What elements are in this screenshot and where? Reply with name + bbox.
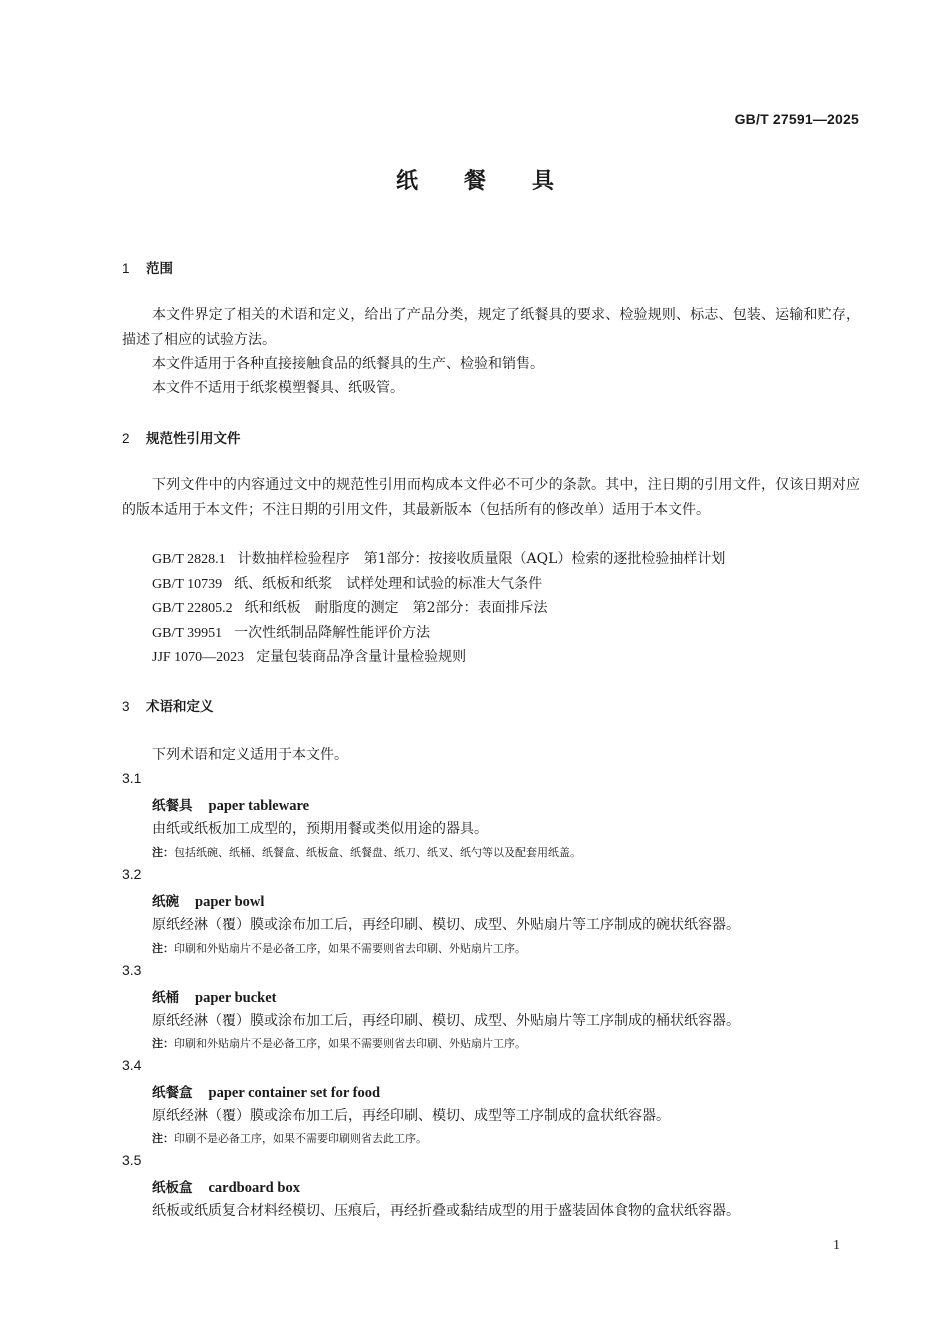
- reference-item: [152, 573, 542, 593]
- reference-title: 定量包装商品净含量计量检验规则: [256, 649, 467, 665]
- section-title: 术语和定义: [146, 699, 214, 715]
- term-definition: 原纸经淋（覆）膜或涂布加工后，再经印刷、模切、成型等工序制成的盒状纸容器。: [152, 1108, 670, 1124]
- reference-code: GB/T 22805.2: [152, 601, 233, 616]
- term-note: [152, 940, 526, 956]
- note-text: 印刷和外贴扇片不是必备工序，如果不需要则省去印刷、外贴扇片工序。: [174, 942, 526, 955]
- note-label: 注：: [152, 1132, 174, 1145]
- section-number: 2: [122, 431, 130, 446]
- document-title: [0, 164, 950, 195]
- term-zh: 纸板盒: [152, 1180, 193, 1196]
- clause-number: 3.5: [122, 1152, 142, 1168]
- term-note: [152, 844, 581, 860]
- reference-title: 一次性纸制品降解性能评价方法: [234, 625, 431, 641]
- term-heading: [152, 794, 309, 815]
- term-heading: [152, 1176, 300, 1197]
- paragraph: 下列文件中的内容通过文中的规范性引用而构成本文件必不可少的条款。其中，注日期的引用文件，仅该日期对应的版本适用于本文件；不注日期的引用文件，其最新版本（包括所有的修改单）适用于本文件。: [122, 477, 860, 518]
- term-en: paper container set for food: [208, 1085, 381, 1101]
- title-char: 具: [532, 169, 555, 194]
- paragraph: 本文件不适用于纸浆模塑餐具、纸吸管。: [152, 380, 404, 396]
- term-definition: 由纸或纸板加工成型的，预期用餐或类似用途的器具。: [152, 821, 488, 837]
- term-heading: [152, 1081, 380, 1102]
- section-heading-terms-definitions: [122, 695, 214, 715]
- note-text: 印刷和外贴扇片不是必备工序，如果不需要则省去印刷、外贴扇片工序。: [174, 1037, 526, 1050]
- clause-number: 3.4: [122, 1057, 142, 1073]
- note-text: 印刷不是必备工序，如果不需要印刷则省去此工序。: [174, 1132, 427, 1145]
- term-en: paper bucket: [195, 990, 277, 1006]
- term-en: paper tableware: [208, 798, 310, 814]
- term-zh: 纸碗: [152, 894, 179, 910]
- section-title: 规范性引用文件: [146, 431, 241, 447]
- clause-number: 3.2: [122, 866, 142, 882]
- term-definition: 纸板或纸质复合材料经模切、压痕后，再经折叠或黏结成型的用于盛装固体食物的盒状纸容器。: [152, 1203, 740, 1219]
- page-number: 1: [833, 1238, 840, 1253]
- term-zh: 纸餐具: [152, 798, 193, 814]
- reference-title: 计数抽样检验程序 第1部分：按接收质量限（AQL）检索的逐批检验抽样计划: [237, 551, 726, 567]
- term-en: paper bowl: [195, 894, 265, 910]
- standard-code: GB/T 27591—2025: [734, 111, 859, 127]
- section-number: 3: [122, 699, 130, 714]
- term-note: [152, 1130, 427, 1146]
- title-char: 纸: [395, 169, 418, 194]
- term-zh: 纸桶: [152, 990, 179, 1006]
- term-heading: [152, 986, 277, 1007]
- reference-code: GB/T 10739: [152, 577, 223, 592]
- reference-code: JJF 1070—2023: [152, 650, 245, 665]
- note-label: 注：: [152, 846, 174, 859]
- reference-code: GB/T 39951: [152, 626, 223, 641]
- section-number: 1: [122, 261, 130, 276]
- section-title: 范围: [146, 261, 173, 277]
- note-label: 注：: [152, 1037, 174, 1050]
- clause-number: 3.3: [122, 962, 142, 978]
- paragraph: 本文件界定了相关的术语和定义，给出了产品分类，规定了纸餐具的要求、检验规则、标志、包装、运输和贮存，描述了相应的试验方法。: [122, 307, 860, 348]
- note-text: 包括纸碗、纸桶、纸餐盒、纸板盒、纸餐盘、纸刀、纸叉、纸勺等以及配套用纸盖。: [174, 846, 581, 859]
- section-heading-scope: [122, 257, 173, 277]
- term-definition: 原纸经淋（覆）膜或涂布加工后，再经印刷、模切、成型、外贴扇片等工序制成的桶状纸容器。: [152, 1013, 740, 1029]
- paragraph: 本文件适用于各种直接接触食品的纸餐具的生产、检验和销售。: [152, 356, 544, 372]
- reference-item: [152, 597, 548, 617]
- clause-number: 3.1: [122, 770, 142, 786]
- term-heading: [152, 890, 264, 911]
- term-note: [152, 1035, 526, 1051]
- reference-item: [152, 646, 466, 666]
- reference-item: [152, 622, 430, 642]
- term-definition: 原纸经淋（覆）膜或涂布加工后，再经印刷、模切、成型、外贴扇片等工序制成的碗状纸容器。: [152, 917, 740, 933]
- term-zh: 纸餐盒: [152, 1085, 193, 1101]
- reference-title: 纸、纸板和纸浆 试样处理和试验的标准大气条件: [234, 576, 543, 592]
- reference-item: [152, 548, 725, 568]
- paragraph: 下列术语和定义适用于本文件。: [152, 747, 348, 763]
- reference-code: GB/T 2828.1: [152, 552, 226, 567]
- note-label: 注：: [152, 942, 174, 955]
- term-en: cardboard box: [208, 1180, 300, 1196]
- title-char: 餐: [463, 169, 486, 194]
- reference-title: 纸和纸板 耐脂度的测定 第2部分：表面排斥法: [244, 600, 548, 616]
- section-heading-normative-references: [122, 427, 241, 447]
